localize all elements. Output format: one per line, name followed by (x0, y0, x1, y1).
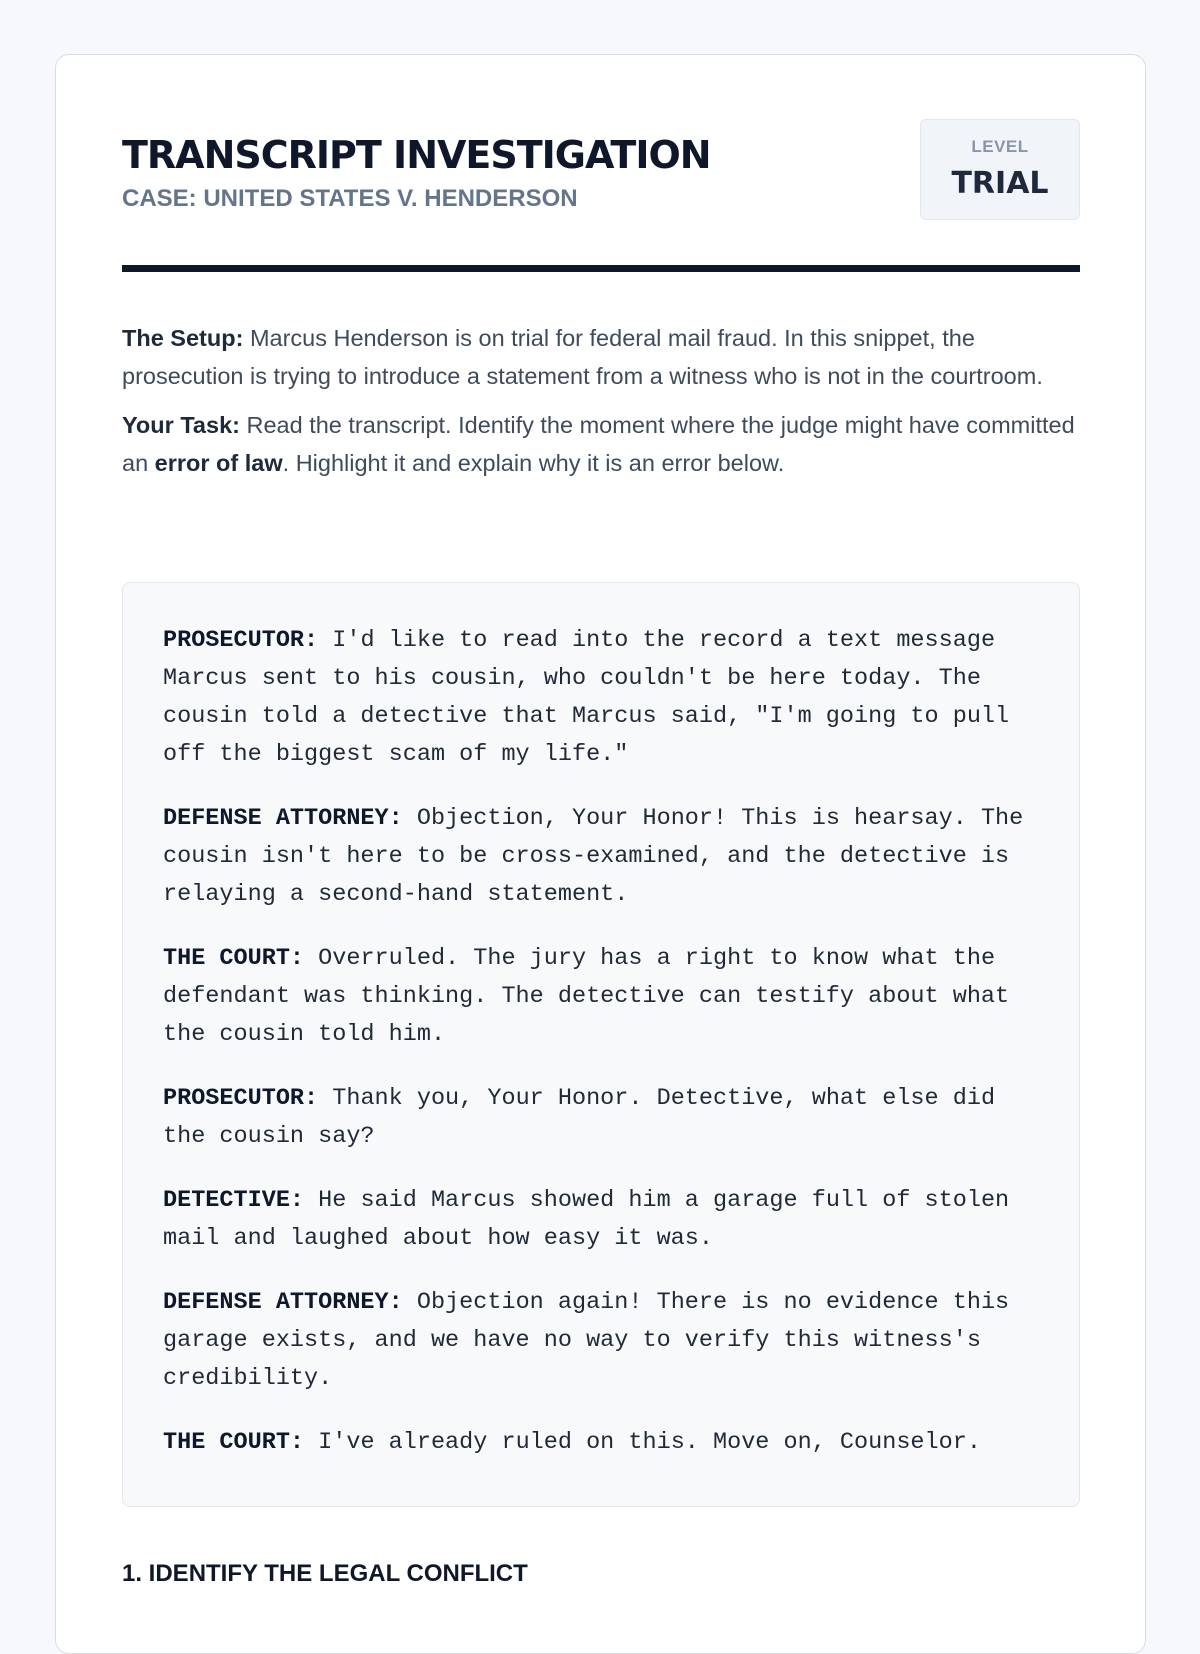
transcript-line[interactable] (163, 1182, 1039, 1258)
task-text-end: . Highlight it and explain why it is an error below. (282, 450, 785, 476)
speaker-label: DEFENSE ATTORNEY: (163, 805, 403, 832)
speaker-label: DEFENSE ATTORNEY: (163, 1289, 403, 1316)
setup-text: Marcus Henderson is on trial for federal mail fraud. In this snippet, the prosecution is trying to introduce a statement from a witness who is not in the courtroom. (122, 325, 1043, 389)
setup-label: The Setup: (122, 325, 244, 351)
transcript-line[interactable] (163, 1080, 1039, 1156)
level-value: TRIAL (951, 166, 1049, 201)
speaker-label: THE COURT: (163, 945, 305, 972)
page-header (122, 119, 1080, 237)
speaker-label: THE COURT: (163, 1429, 305, 1456)
investigation-card (55, 54, 1146, 1654)
header-divider (122, 265, 1080, 272)
task-text: Read the transcript. Identify the moment where the judge might have committed an (122, 412, 1075, 476)
line-text: Objection again! There is no evidence this garage exists, and we have no way to verify this witness's credibility. (163, 1289, 1010, 1392)
speaker-label: PROSECUTOR: (163, 1085, 319, 1112)
level-label: LEVEL (971, 137, 1029, 156)
transcript-line[interactable] (163, 940, 1039, 1054)
line-text: I'd like to read into the record a text message Marcus sent to his cousin, who couldn't be here today. The cousin told a detective that Marcus said, "I'm going to pull off the biggest scam of my life." (163, 627, 1010, 768)
identify-conflict-heading: 1. IDENTIFY THE LEGAL CONFLICT (122, 1560, 528, 1587)
line-text: Objection, Your Honor! This is hearsay. The cousin isn't here to be cross-examined, and the detective is relaying a second-hand statement. (163, 805, 1024, 908)
transcript-line[interactable] (163, 1284, 1039, 1398)
task-emphasis: error of law (154, 450, 283, 476)
transcript-box[interactable] (122, 582, 1080, 1507)
line-text: Overruled. The jury has a right to know what the defendant was thinking. The detective can testify about what the cousin told him. (163, 945, 1010, 1048)
setup-paragraph (122, 319, 1080, 395)
transcript-line[interactable] (163, 800, 1039, 914)
intro-section (122, 319, 1080, 493)
task-label: Your Task: (122, 412, 240, 438)
page-title: TRANSCRIPT INVESTIGATION (122, 133, 711, 177)
speaker-label: PROSECUTOR: (163, 627, 319, 654)
level-badge (920, 119, 1080, 220)
line-text: I've already ruled on this. Move on, Counselor. (304, 1429, 981, 1456)
transcript-line[interactable] (163, 1424, 1039, 1462)
transcript-line[interactable] (163, 622, 1039, 774)
case-title: CASE: UNITED STATES V. HENDERSON (122, 185, 578, 212)
line-text: Thank you, Your Honor. Detective, what else did the cousin say? (163, 1085, 996, 1150)
speaker-label: DETECTIVE: (163, 1187, 305, 1214)
task-paragraph (122, 406, 1080, 482)
line-text: He said Marcus showed him a garage full of stolen mail and laughed about how easy it was. (163, 1187, 1010, 1252)
